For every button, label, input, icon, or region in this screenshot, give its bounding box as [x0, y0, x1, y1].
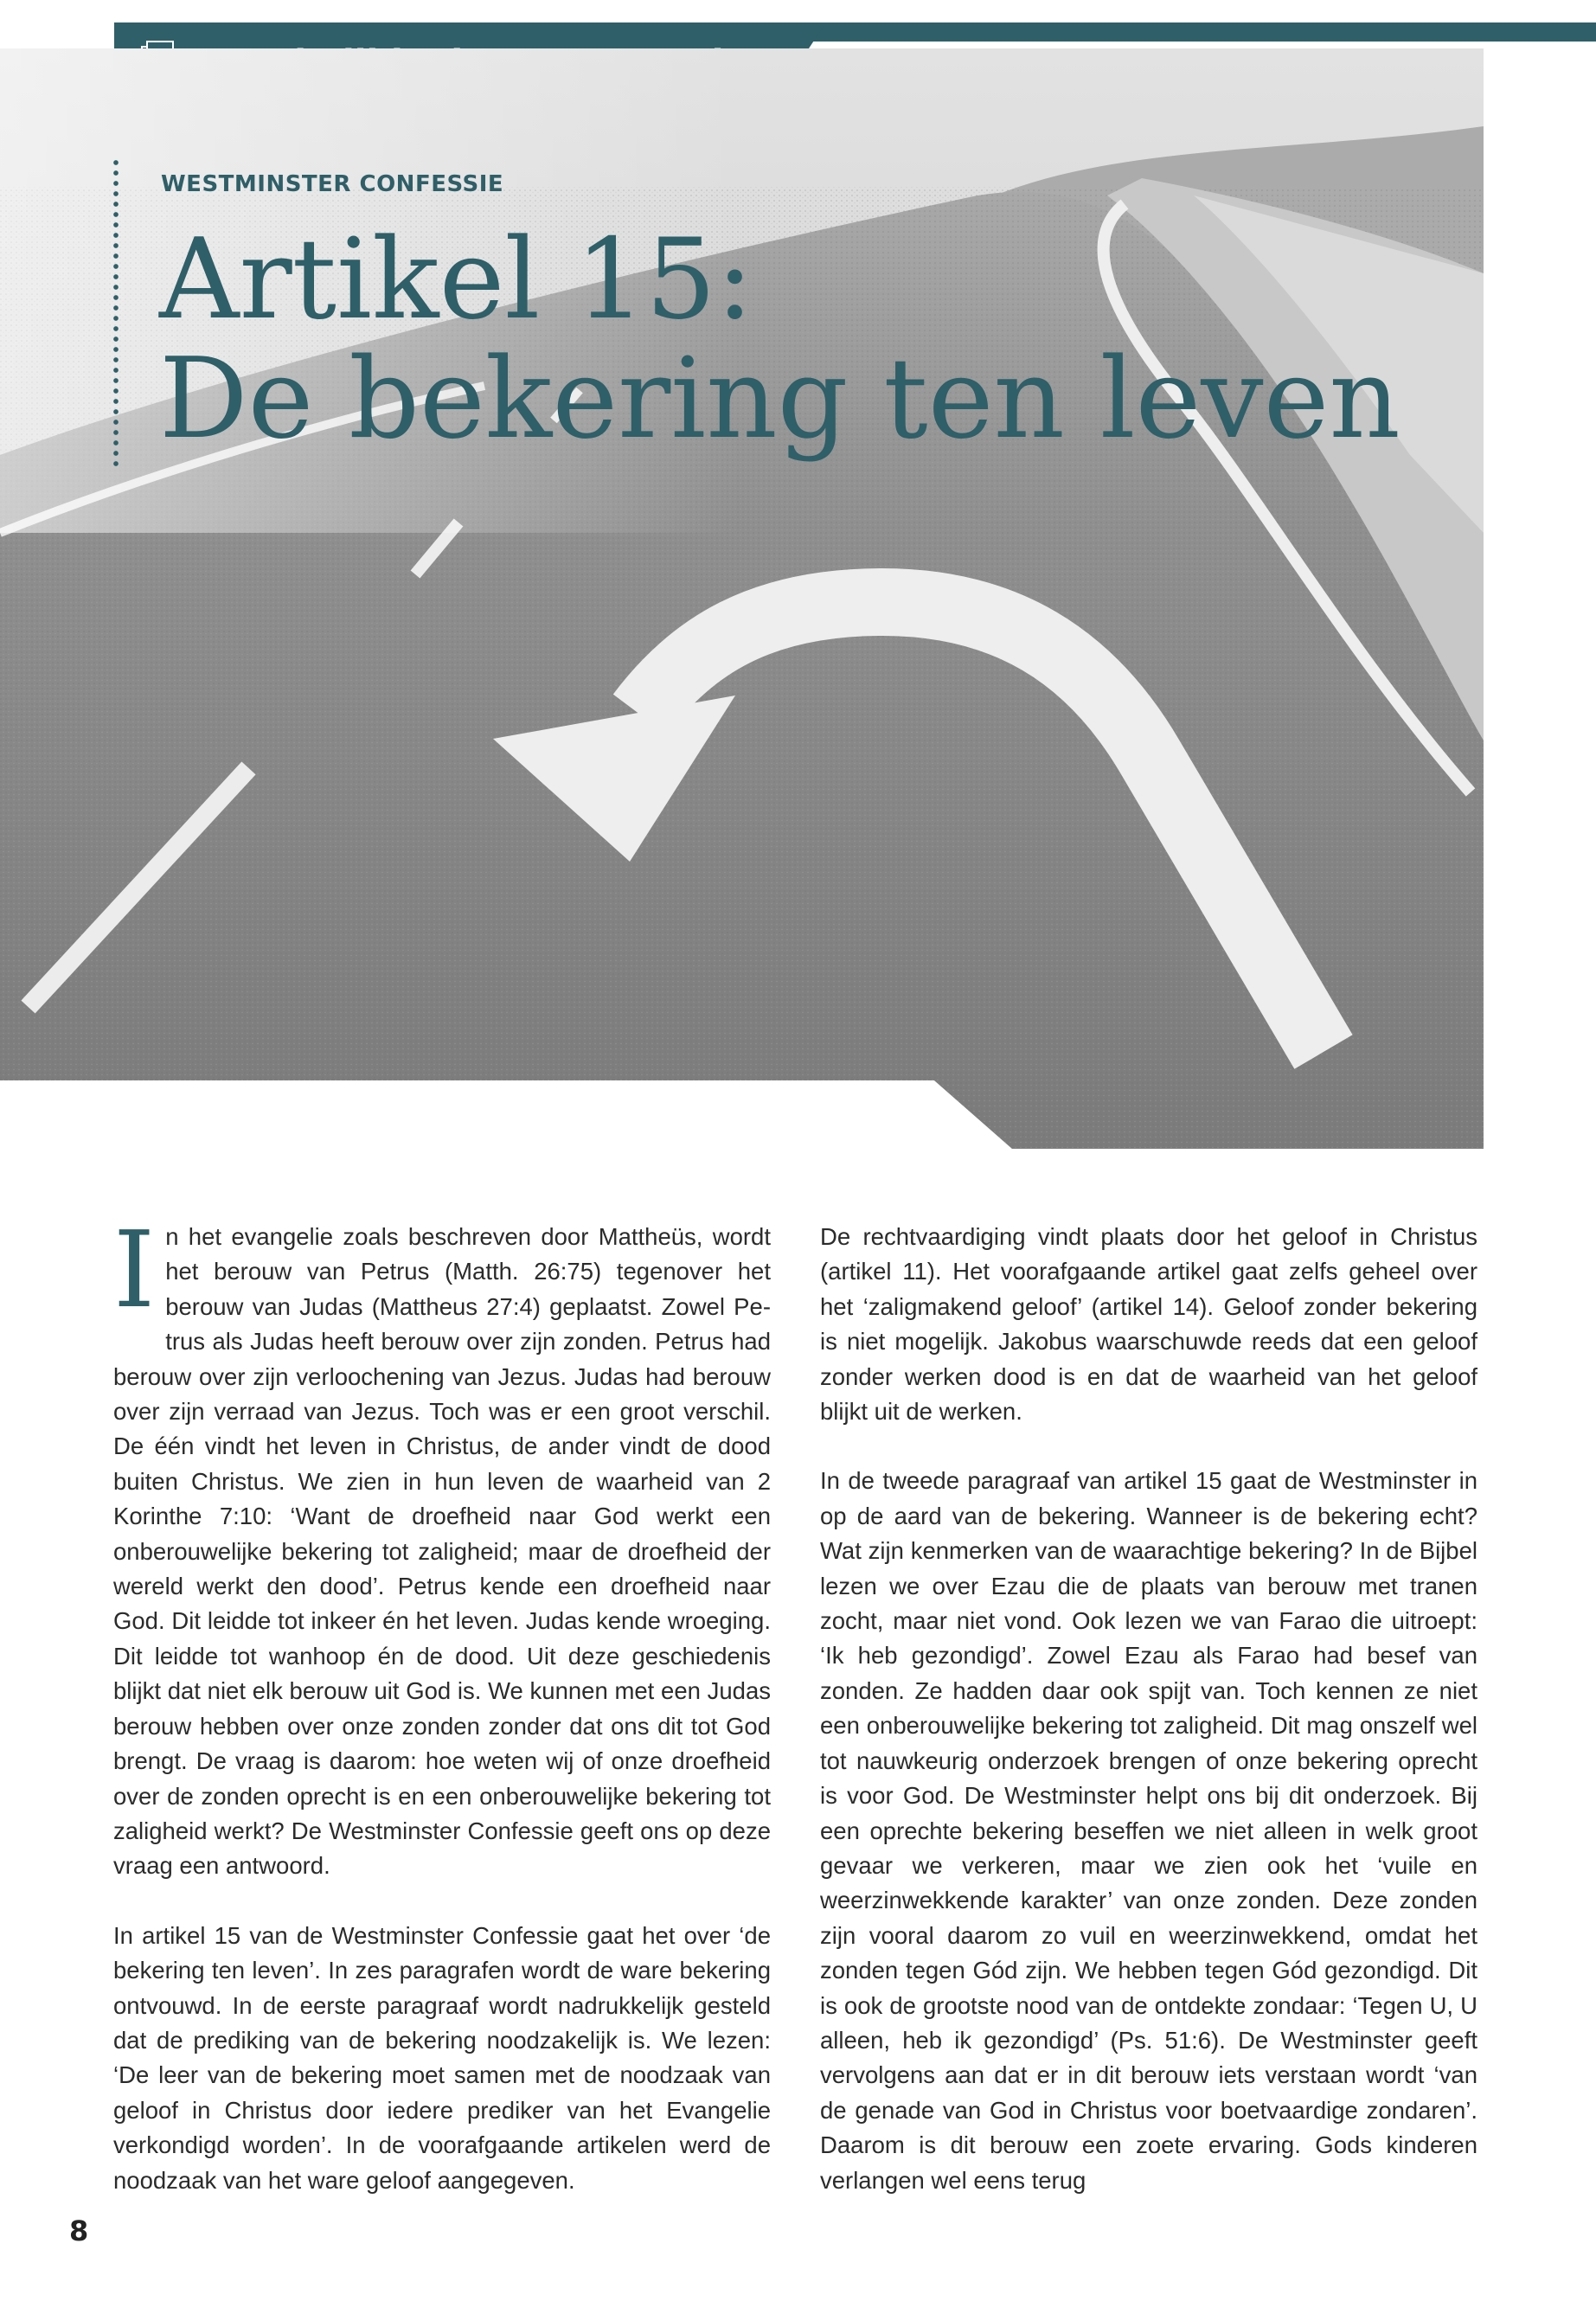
- road-u-turn-photo: [0, 48, 1484, 1149]
- article-title-line2: De bekering ten leven: [159, 335, 1401, 464]
- article-kicker: WESTMINSTER CONFESSIE: [161, 171, 504, 197]
- article-title-line1: Artikel 15:: [159, 215, 753, 344]
- hero-road-photo: [0, 48, 1484, 1149]
- paragraph: [113, 1208, 771, 1884]
- body-column-left: [113, 1208, 771, 2233]
- paragraph: De rechtvaardiging vindt plaats door het geloof in Christus (artikel 11). Het voorafgaande artikel gaat zelfs geheel over het ‘zaligmakend geloof’ (artikel 14). Geloof zonder bekering is niet mogelijk. Jakobus waarschuwde reeds dat een geloof zonder werken dood is en dat de waarheid van het geloof blijkt uit de werken.: [820, 1223, 1477, 1426]
- drop-cap: I: [113, 1208, 156, 1331]
- body-column-right: [820, 1220, 1477, 2233]
- dotted-rule: [113, 157, 119, 469]
- paragraph: In artikel 15 van de Westminster Confessie gaat het over ‘de bekering ten leven’. In zes paragrafen wordt de ware bekering ontvouwd. In de eerste paragraaf wordt nadrukkelijk gesteld dat de prediking van de bekering noodzakelijk is. We lezen: ‘De leer van de bekering moet samen met de noodzaak van geloof in Christus door iedere prediker van het Evangelie verkondigd worden’. In de voorafgaande artikelen werd de noodzaak van het ware geloof aangegeven.: [113, 1921, 771, 2194]
- paragraph: In de tweede paragraaf van artikel 15 gaat de Westminster in op de aard van de bekering. Wanneer is de bekering echt? Wat zijn kenmerken van de waarachtige bekering? In de Bijbel lezen we over Ezau die de plaats van berouw met tranen zocht, maar niet vond. Ook lezen we van Farao die uitroept: ‘Ik heb gezondigd’. Zowel Ezau als Farao had besef van zonden. Ze hadden daar ook spijt van. Toch kennen ze niet een onberouwelijke bekering tot zaligheid. Dit mag onszelf wel tot nauwkeurig onderzoek brengen of onze bekering oprecht is voor God. De Westminster helpt ons bij dit onderzoek. Bij een oprechte bekering beseffen we niet alleen in welk groot gevaar we verkeren, maar we zien ook het ‘vuile en weerzinwekkende karakter’ van onze zonden. Deze zonden zijn vooral daarom zo vuil en weerzinwekkend, omdat het zonden tegen Gód zijn. We hebben tegen Gód gezondigd. Dit is ook de grootste nood van de ontdekte zondaar: ‘Tegen U, U alleen, heb ik gezondigd’ (Ps. 51:6). De Westminster geeft vervolgens aan dat er in dit berouw iets verstaan wordt ‘van de genade van God in Christus voor boetvaardige zondaren’. Daarom is dit berouw een zoete ervaring. Gods kinderen verlangen wel eens terug: [820, 1467, 1477, 2194]
- article-title: [159, 215, 1401, 464]
- paragraph-text: n het evangelie zoals beschreven door Mattheüs, wordt het berouw van Petrus (Matth. 26:75) tegenover het berouw van Judas (Mattheus 27:4) geplaatst. Zowel Petrus als Judas heeft berouw over zijn zonden. Petrus had berouw over zijn verloochening van Jezus. Judas had berouw over zijn verraad van Jezus. Toch was er een groot verschil. De één vindt het leven in Christus, de ander vindt de dood buiten Christus. We zien in hun leven de waarheid van 2 Korinthe 7:10: ‘Want de droefheid naar God werkt een onberouwelijke bekering tot zaligheid; maar de droefheid der wereld werkt den dood’. Petrus kende een droefheid naar God. Dit leidde tot inkeer én het leven. Judas kende wroeging. Dit leidde tot wanhoop én de dood. Uit deze geschiedenis blijkt dat niet elk berouw uit God is. We kunnen met een Judas berouw hebben over onze zonden zonder dat ons dit tot God brengt. De vraag is daarom: hoe weten wij of onze droefheid over de zonden oprecht is en een onberouwelijke bekering tot zaligheid werkt? De Westminster Confessie geeft ons op deze vraag een antwoord.: [113, 1223, 771, 1880]
- page-number: 8: [69, 2214, 89, 2247]
